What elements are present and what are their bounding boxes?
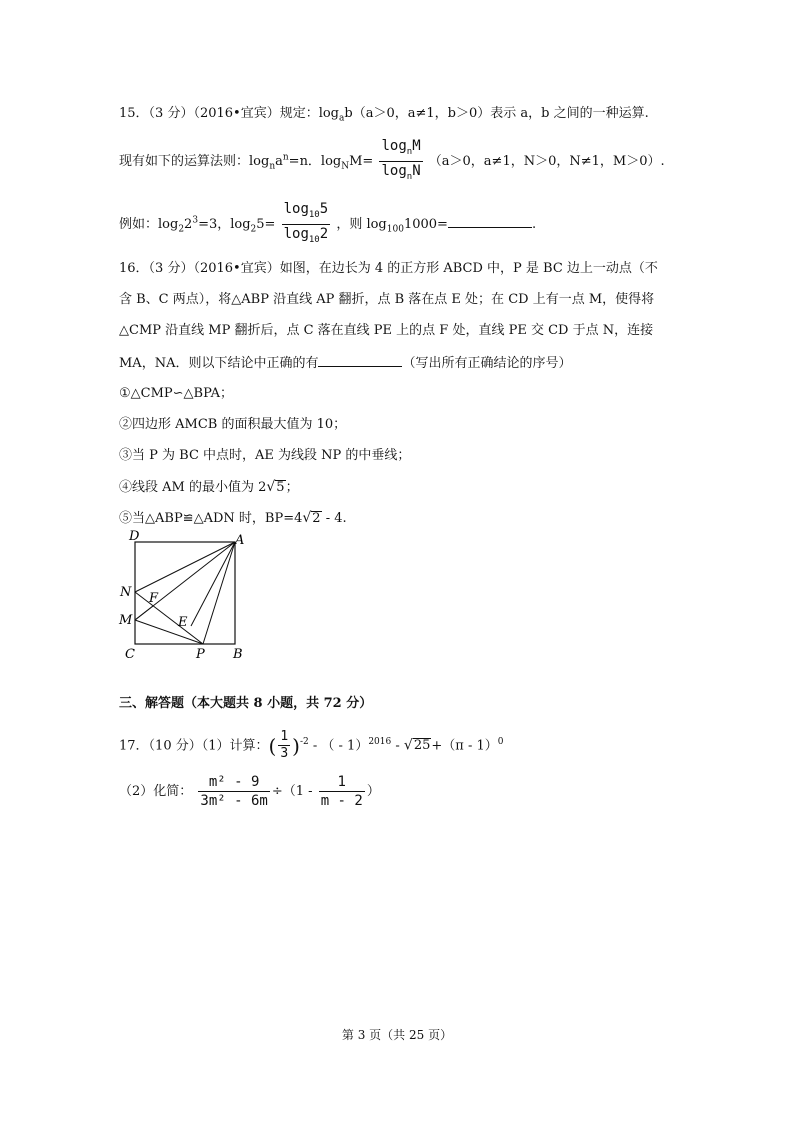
q16-line2: 含 B、C 两点），将△ABP 沿直线 AP 翻折，点 B 落在点 E 处；在 CD 上有一点 M，使得将 xyxy=(119,292,655,307)
q17-fraction-main: $\frac{\text{m² - 9}}{\text{3m² - 6m}}$ xyxy=(200,774,268,809)
label-d: D xyxy=(129,530,140,544)
q16-line4: MA，NA．则以下结论中正确的有 （写出所有正确结论的序号） xyxy=(119,352,571,374)
q16-answer-blank xyxy=(318,352,402,367)
q16-line1: 16．（3 分）（2016•宜宾）如图，在边长为 4 的正方形 ABCD 中，P 是 BC 边上一动点（不 xyxy=(119,261,658,276)
q16-option-1: ①△CMP∽△BPA； xyxy=(119,386,234,401)
page-footer: 第 3 页（共 25 页） xyxy=(341,1028,453,1042)
label-n: N xyxy=(120,585,132,600)
q17-fraction-inner: $\frac{1}{m - 2}$ xyxy=(320,774,363,809)
label-p: P xyxy=(196,647,205,662)
q17-fraction-third: $\frac{1}{3}$ xyxy=(280,729,289,762)
q16-line3: △CMP 沿直线 MP 翻折后，点 C 落在直线 PE 上的点 F 处，直线 PE 交 CD 于点 N，连接 xyxy=(119,323,654,338)
square-figure xyxy=(115,530,260,665)
label-a: A xyxy=(235,533,245,548)
q17-part1: 17．（10 分）（1）计算：( $\frac{1}{3}$ )$^{-2}$ - （ - 1）$^{2016}$ - √25+（π - 1）$^0$ xyxy=(119,729,504,762)
q15-fraction-log10: $\frac{\log_{10}5}{\log_{10}2}$ xyxy=(283,201,329,245)
q16-option-2: ②四边形 AMCB 的面积最大值为 10； xyxy=(119,417,347,432)
q15-line1: 15．（3 分）（2016•宜宾）规定：$\log_ab(a>0$，a≠1，b＞0）表示 a，b 之间的一种运算. xyxy=(119,106,649,124)
label-m: M xyxy=(119,613,133,628)
label-f: F xyxy=(149,591,159,606)
label-e: E xyxy=(178,615,188,630)
q15-answer-blank xyxy=(448,213,532,228)
q16-option-4: ④线段 AM 的最小值为 2√5； xyxy=(119,479,299,495)
q16-option-3: ③当 P 为 BC 中点时，AE 为线段 NP 的中垂线； xyxy=(119,448,411,463)
label-c: C xyxy=(125,647,135,662)
q17-part2: （2）化简： $\frac{\text{m² - 9}}{\text{3m² - 6m}}$ ÷（1 - $\frac{1}{m - 2}$ ） xyxy=(119,774,380,809)
q15-line2: 现有如下的运算法则：$\log_na^n=n$．$\log_NM=$ $\frac{\log_nM}{\log_nN}$ （a＞0，a≠1，N＞0，N≠1，M＞0）. xyxy=(119,137,665,186)
section3-title: 三、解答题（本大题共 8 小题，共 72 分） xyxy=(119,696,373,711)
q15-line3: 例如：$\log_22^3=3$，$\log_25=$ $\frac{\log_{10}5}{\log_{10}2}$ ，则 $\log_{100}1000=$ . xyxy=(119,200,536,249)
q16-option-5: ⑤当△ABP≌△ADN 时，BP=4√2 - 4. xyxy=(119,510,347,526)
line-mf xyxy=(135,606,153,620)
q15-fraction-logn: $\frac{\log_nM}{\log_nN}$ xyxy=(381,138,421,182)
line-np xyxy=(135,592,203,644)
label-b: B xyxy=(233,647,243,662)
line-an xyxy=(135,542,235,592)
